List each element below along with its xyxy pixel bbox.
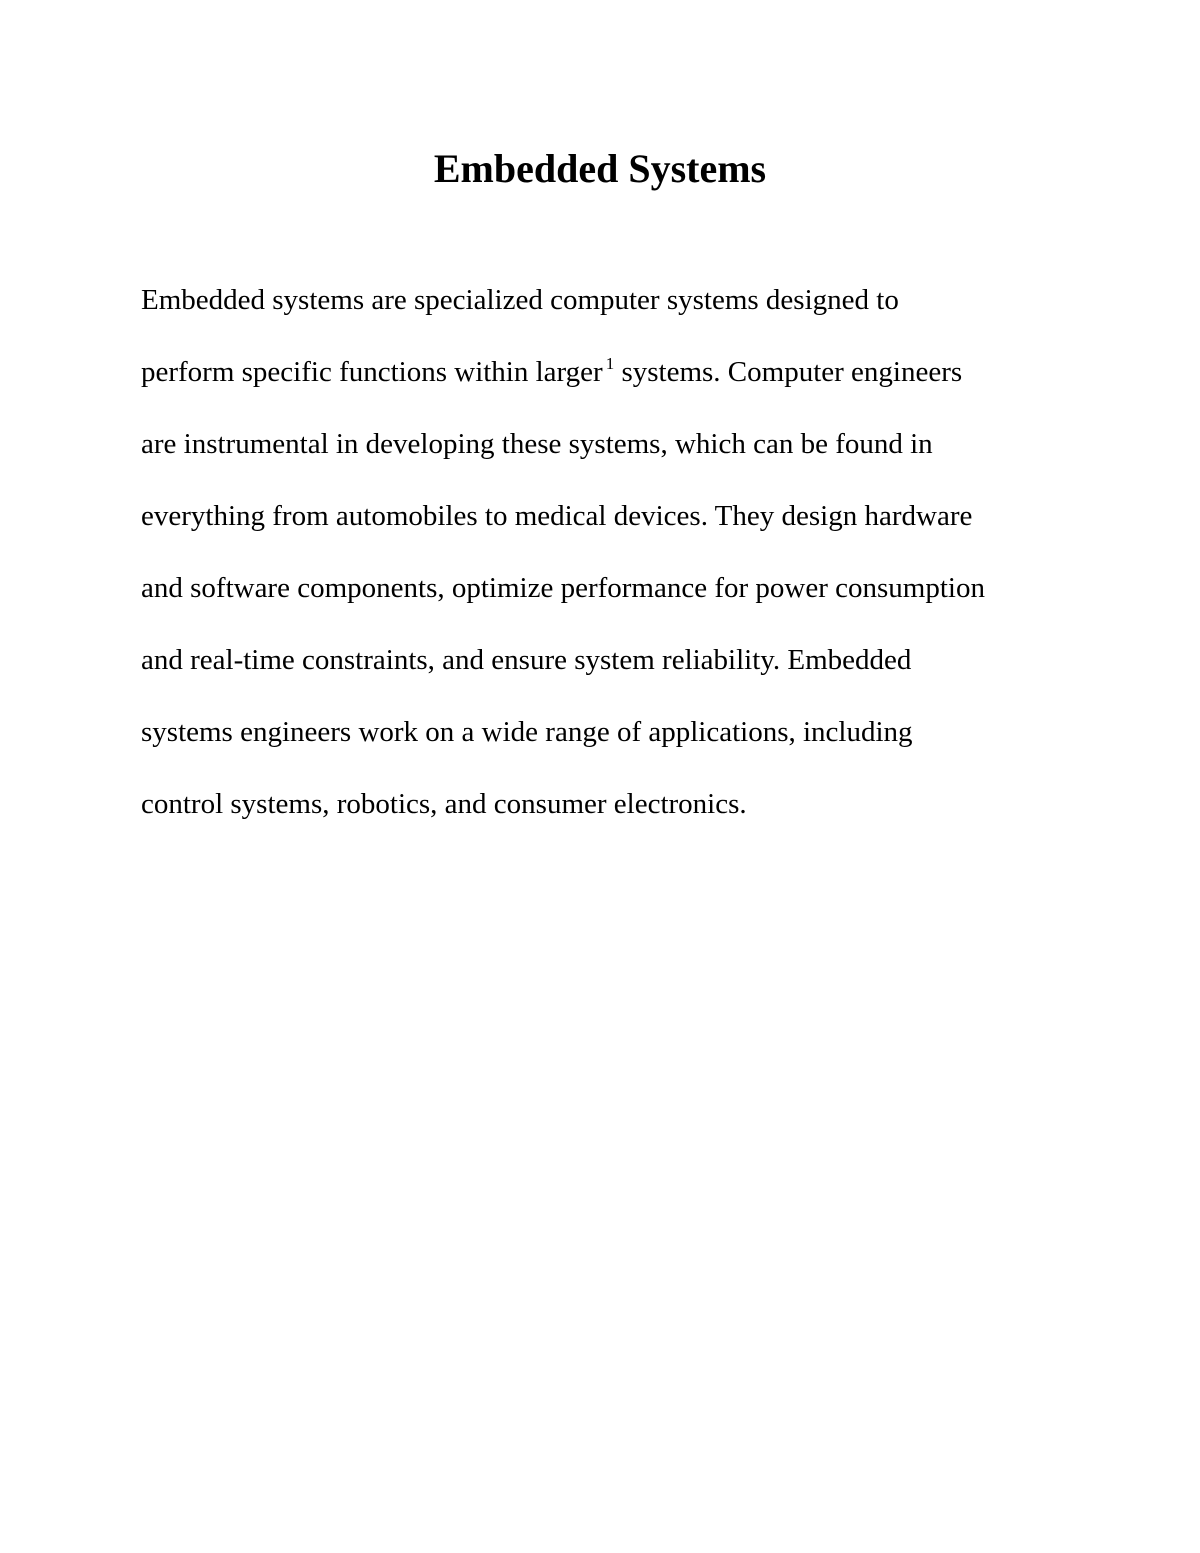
paragraph-line-1: Embedded systems are specialized computer systems designed to (141, 284, 899, 316)
paragraph-line-6: and real-time constraints, and ensure system reliability. Embedded (141, 644, 912, 676)
paragraph-line-8: control systems, robotics, and consumer electronics. (141, 788, 747, 820)
paragraph-line-3: are instrumental in developing these systems, which can be found in (141, 428, 933, 460)
paragraph-line-2-start: perform specific functions within larger (141, 356, 603, 388)
body-paragraph (141, 264, 1081, 840)
page-title: Embedded Systems (433, 146, 767, 191)
paragraph-line-2 (141, 336, 1081, 408)
paragraph-line-4: everything from automobiles to medical devices. They design hardware (141, 500, 973, 532)
footnote-reference[interactable]: 1 (605, 354, 615, 373)
paragraph-line-5: and software components, optimize performance for power consumption (141, 572, 985, 604)
paragraph-line-7: systems engineers work on a wide range of applications, including (141, 716, 913, 748)
paragraph-line-2-end: systems. Computer engineers (621, 356, 963, 388)
